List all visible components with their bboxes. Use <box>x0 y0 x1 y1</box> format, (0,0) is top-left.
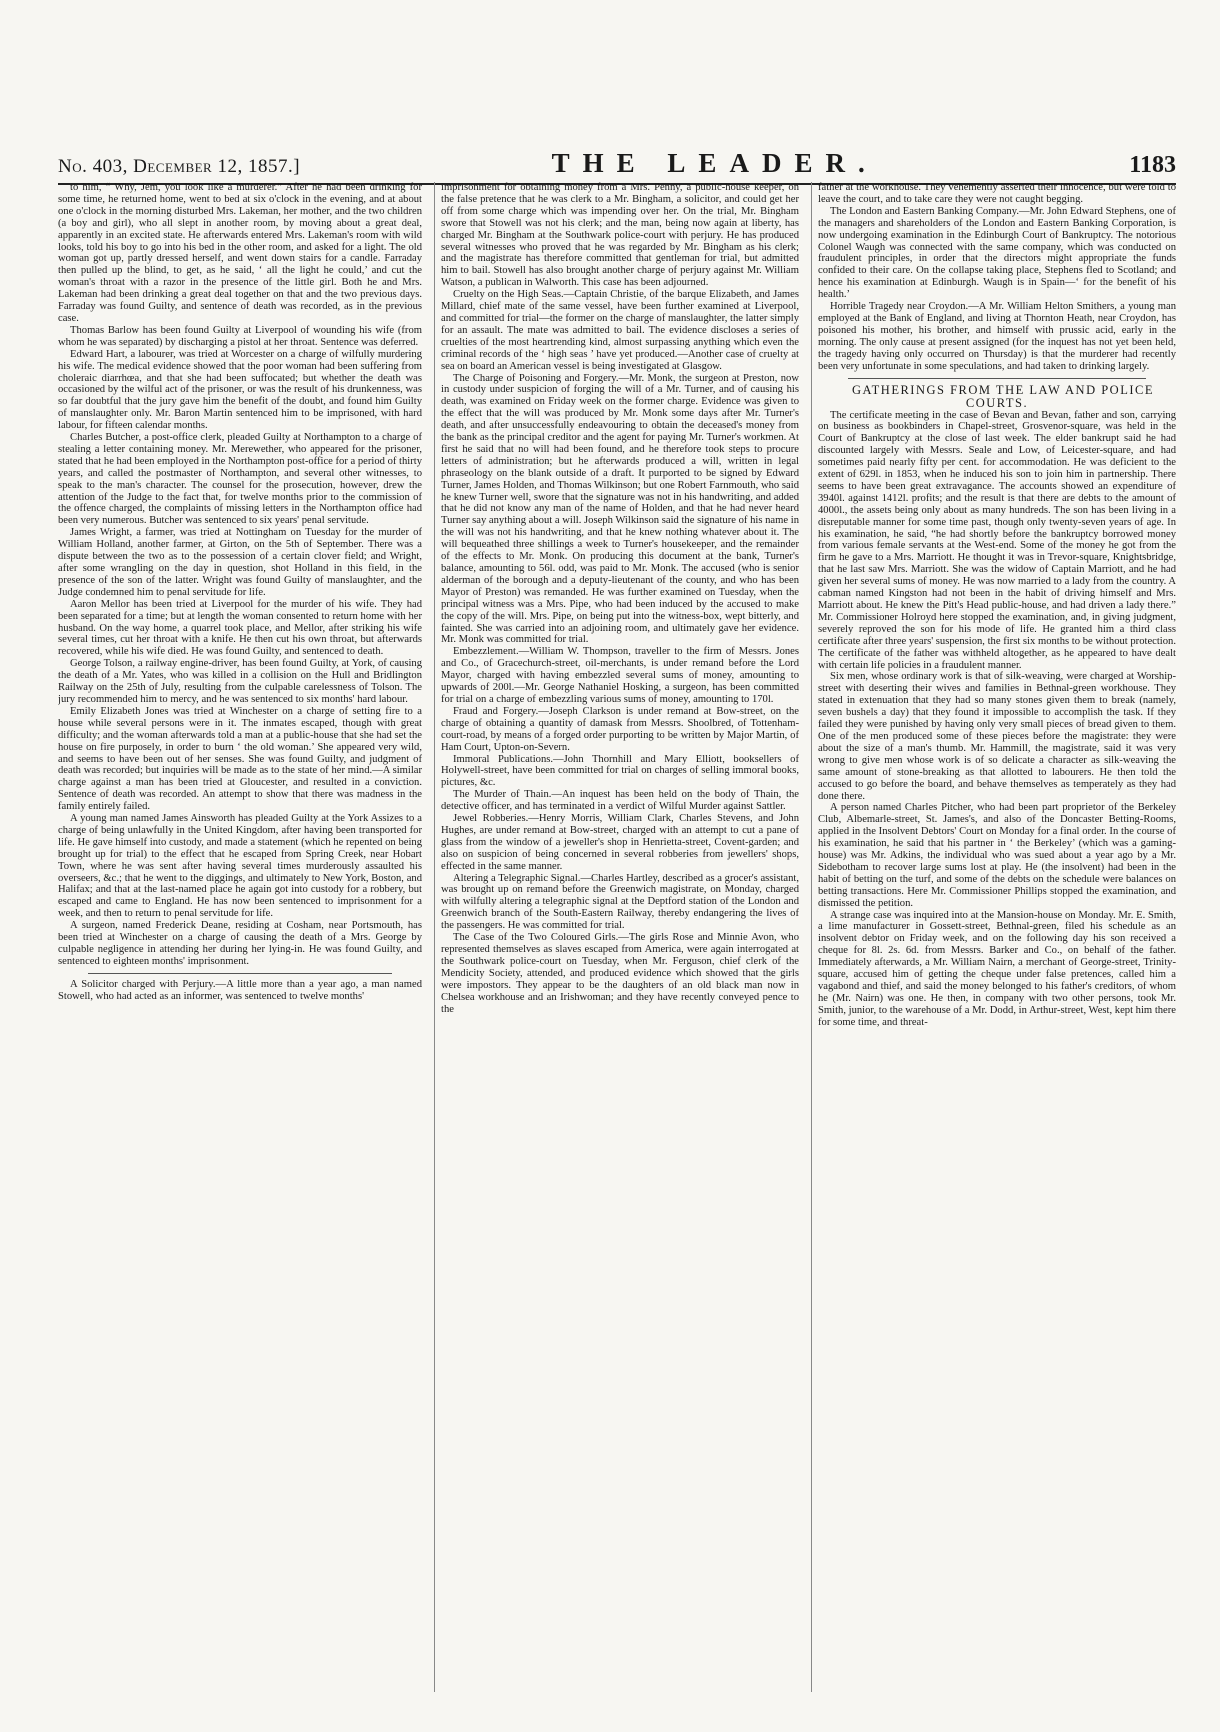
section-divider <box>848 378 1146 379</box>
paragraph: A Solicitor charged with Perjury.—A little more than a year ago, a man named Stowell, who had acted as an informer, was sentenced to twelve months' <box>58 978 422 1002</box>
masthead <box>58 148 1176 185</box>
paragraph: Charles Butcher, a post-office clerk, pleaded Guilty at Northampton to a charge of stealing a letter containing money. Mr. Merewether, who appeared for the prisoner, stated that he had been employed in the Northampton post-office for a period of thirty years, and called the postmaster of Northampton, and several other witnesses, to speak to the man's character. The counsel for the prosecution, however, drew the attention of the Judge to the fact that, for twelve months prior to the commission of the offence charged, the complaints of missing letters in the Northampton office had been very numerous. Butcher was sentenced to six years' penal servitude. <box>58 432 422 527</box>
paragraph: A person named Charles Pitcher, who had been part proprietor of the Berkeley Club, Albemarle-street, St. James's, and also of the Doncaster Betting-Rooms, applied in the Insolvent Debtors' Court on Monday for a final order. In the course of his examination, he said that his partner in ‘ the Berkeley’ (which was a gaming-house) was Mr. Adkins, the individual who was sued about a year ago by a Mr. Sidebotham to recover large sums lost at play. He (the insolvent) had been in the habit of betting on the turf, and some of the debts on the schedule were balances on betting transactions. Here Mr. Commissioner Phillips stopped the examination, and dismissed the petition. <box>818 802 1176 909</box>
section-divider <box>88 973 392 974</box>
section-heading: GATHERINGS FROM THE LAW AND POLICE COURTS. <box>852 382 1154 410</box>
paragraph: The Charge of Poisoning and Forgery.—Mr. Monk, the surgeon at Preston, now in custody under suspicion of forging the will of a Mr. Turner, and of causing his death, was examined on Friday week on the former charge. Evidence was given to the effect that the will was produced by Mr. Monk some days after Mr. Turner's death, and after unsuccessfully endeavouring to obtain the deceased's money from the bank as the principal creditor and the agent for paying Mr. Turner's workmen. At first he said that no will had been found, and he therefore took steps to procure letters of administration; but he afterwards produced a will, written in legal phraseology on the blank outside of a draft. It purported to be signed by Edward Turner, James Holden, and Thomas Wilkinson; but one Robert Farnmouth, who said he knew Turner well, swore that the signature was not in his handwriting, and added that he did not know any man of the name of Holden, and that he had never heard Turner say anything about a will. Joseph Wilkinson said the signature of his name in the will was not his handwriting, and that he knew nothing whatever about it. The will bequeathed three shillings a week to Turner's housekeeper, and the remainder of the effects to Mr. Monk. On producing this document at the bank, Turner's balance, amounting to 56l. odd, was paid to Mr. Monk. The accused (who is senior alderman of the borough and a deputy-lieutenant of the county, and who has been Mayor of Preston) was remanded. He was further examined on Tuesday, when the principal witness was a Mrs. Pipe, who had been induced by the accused to make the copy of the will. Mrs. Pipe, on being put into the witness-box, wept bitterly, and fainted. She was carried into an adjoining room, and ultimately gave her evidence. Mr. Monk was committed for trial. <box>441 372 799 646</box>
paragraph: Jewel Robberies.—Henry Morris, William Clark, Charles Stevens, and John Hughes, are under remand at Bow-street, charged with an attempt to cut a pane of glass from the window of a jeweller's shop in Henrietta-street, Covent-garden; and also on suspicion of being concerned in several robberies from jewellers' shops, effected in the same manner. <box>441 813 799 872</box>
paragraph: Altering a Telegraphic Signal.—Charles Hartley, described as a grocer's assistant, was brought up on remand before the Greenwich magistrate, on Monday, charged with wilfully altering a telegraphic signal at the Deptford station of the London and Greenwich branch of the South-Eastern Railway, thereby endangering the lives of the passengers. He was committed for trial. <box>441 872 799 932</box>
paragraph: A strange case was inquired into at the Mansion-house on Monday. Mr. E. Smith, a lime manufacturer in Gossett-street, Bethnal-green, filed his schedule as an insolvent debtor on Friday week, and on the following day his son received a cheque for 8l. 2s. 6d. from Messrs. Barker and Co., on behalf of the father. Immediately afterwards, a Mr. William Nairn, a merchant of George-street, Trinity-square, accused him of getting the cheque under false pretences, called him a vagabond and thief, and said the money belonged to his father's creditors, of whom he (Mr. Nairn) was one. He then, in company with two other persons, took Mr. Smith, junior, to the warehouse of a Mr. Dodd, in Arthur-street, West, kept him there for some time, and threat- <box>818 909 1176 1028</box>
text-columns <box>58 182 1176 1692</box>
paragraph: imprisonment for obtaining money from a Mrs. Penny, a public-house keeper, on the false pretence that he was clerk to a Mr. Bingham, a solicitor, and could get her off from some charge which was impending over her. On the trial, Mr. Bingham swore that Stowell was not his clerk; and the man, being now again at liberty, has charged Mr. Bingham at the Southwark police-court with perjury. He has produced several witnesses who proved that he was regarded by Mr. Bingham as his clerk; and the magistrate has therefore committed that gentleman for trial, but admitted him to bail. Stowell has also brought another charge of perjury against Mr. William Watson, a publican in Walworth. This case has been adjourned. <box>441 182 799 289</box>
paragraph: A surgeon, named Frederick Deane, residing at Cosham, near Portsmouth, has been tried at Winchester on a charge of causing the death of a Mrs. George by culpable negligence in attending her during her lying-in. He was found Guilty, and sentenced to eighteen months' imprisonment. <box>58 920 422 967</box>
paragraph: Fraud and Forgery.—Joseph Clarkson is under remand at Bow-street, on the charge of obtaining a quantity of damask from Messrs. Shoolbred, of Tottenham-court-road, by means of a forged order purporting to be written by Major Martin, of Ham Court, Upton-on-Severn. <box>441 705 799 753</box>
paragraph: to him, “ Why, Jem, you look like a murderer.” After he had been drinking for some time, he returned home, went to bed at six o'clock in the evening, and at about one o'clock in the morning disturbed Mrs. Lakeman, her mother, and the two children (a boy and girl), who all slept in another room, by moving about a great deal, apparently in an excited state. He afterwards entered Mrs. Lakeman's room with wild looks, told his boy to go into his bed in the other room, and asked for a light. The old woman got up, partly dressed herself, and went down stairs for a candle. Farraday then pulled up the blind, to get, as he said, ‘ all the light he could,’ and cut the woman's throat with a razor in the presence of the little girl. Both he and Mrs. Lakeman had been drinking a great deal together on that and the two previous days. Farraday was found Guilty, and sentence of death was recorded, as in the previous case. <box>58 182 422 324</box>
paragraph: father at the workhouse. They vehemently asserted their innocence, but were told to leave the court, and to take care they were not caught begging. <box>818 182 1176 205</box>
paragraph: James Wright, a farmer, was tried at Nottingham on Tuesday for the murder of William Holland, another farmer, at Girton, on the 5th of September. There was a dispute between the two as to the possession of a certain clover field; and Wright, after some wrangling on the day in question, shot Holland in this field, in the presence of the son of the latter. Wright was found Guilty of manslaughter, and the Judge condemned him to penal servitude for life. <box>58 527 422 598</box>
paragraph: Horrible Tragedy near Croydon.—A Mr. William Helton Smithers, a young man employed at the Bank of England, and living at Thornton Heath, near Croydon, has poisoned his mother, his brother, and himself with prussic acid, early in the morning. The only cause at present assigned (for the inquest has not yet been held, the tragedy having only occurred on Thursday) is that the murderer had recently been very unfortunate in some speculations, and had taken to drinking largely. <box>818 301 1176 372</box>
column-3 <box>811 182 1176 1692</box>
newspaper-title: THE LEADER. <box>551 148 878 178</box>
paragraph: George Tolson, a railway engine-driver, has been found Guilty, at York, of causing the death of a Mr. Yates, who was killed in a collision on the Hull and Bridlington Railway on the 25th of July, resulting from the culpable carelessness of Tolson. The jury recommended him to mercy, and he was sentenced to six months' hard labour. <box>58 658 422 705</box>
paragraph: The certificate meeting in the case of Bevan and Bevan, father and son, carrying on business as bookbinders in Chapel-street, Grosvenor-square, was held in the Court of Bankruptcy at the close of last week. The elder bankrupt said he had discounted largely with Messrs. Seale and Low, of Leicester-square, and had sometimes paid nearly fifty per cent. for accommodation. He was deficient to the extent of 629l. in 1853, when he induced his son to join him in partnership. There seems to have been great extravagance. The accounts showed an expenditure of 3940l. against 1412l. profits; and the result is that there are debts to the amount of 4000l., the assets being only about as many hundreds. The son has been living in a disreputable manner for some time past, though only twenty-seven years of age. In his examination, he said, “he had shortly before the bankruptcy borrowed money from various female servants at the West-end. Some of the money he got from the firm he gave to a Mrs. Marriott. He thought it was in Trevor-square, Knightsbridge, that he last saw Mrs. Marriott. She was the widow of Captain Marriott, and he had given her several sums of money. He was now married to a lady from the country. A cabman named Kingston had not been in the habit of driving himself and Mrs. Marriott about. He knew the Pitt's Head public-house, and had driven a lady there.” Mr. Commissioner Holroyd here stopped the examination, and, in giving judgment, severely reproved the son for his mode of life. He granted him a third class certificate after three years' suspension, the first six months to be without protection. The certificate of the father was withheld altogether, as he appeared to have dealt with certain life policies in a fraudulent manner. <box>818 409 1176 671</box>
column-2 <box>434 182 799 1692</box>
paragraph: A young man named James Ainsworth has pleaded Guilty at the York Assizes to a charge of being unlawfully in the United Kingdom, after having been transported for life. He gave himself into custody, and made a statement (which he repented on being brought up for trial) to the effect that he escaped from Spring Creek, near Hobart Town, where he was sent after having several times murderously assaulted his overseers, &c.; that he went to the diggings, and ultimately to New York, Boston, and Halifax; and that at the last-named place he again got into custody for a robbery, but escaped and came to England. He has now been sentenced to imprisonment for a week, and then to return to penal servitude for life. <box>58 813 422 920</box>
paragraph: The London and Eastern Banking Company.—Mr. John Edward Stephens, one of the managers and shareholders of the London and Eastern Banking Corporation, is now undergoing examination in the Edinburgh Court of Bankruptcy. The notorious Colonel Waugh was connected with the same company, which was conducted on fraudulent principles, in order that the directors might appropriate the funds confided to their care. On the collapse taking place, Stephens fled to Scotland; and hence his examination at Edinburgh. Waugh is in Spain—‘ for the benefit of his health.’ <box>818 205 1176 301</box>
paragraph: Emily Elizabeth Jones was tried at Winchester on a charge of setting fire to a house while several persons were in it. The inmates escaped, though with great difficulty; and the woman afterwards told a man at a public-house that she had set the house on fire purposely, in order to burn ‘ the old woman.’ She appeared very wild, and seems to have been out of her senses. She was found Guilty, and judgment of death was recorded; but inquiries will be made as to the state of her mind.—A similar charge against a man has been tried at Gloucester, and resulted in a conviction. Sentence of death was recorded. An attempt to show that there was madness in the family entirely failed. <box>58 705 422 813</box>
paragraph: Aaron Mellor has been tried at Liverpool for the murder of his wife. They had been separated for a time; but at length the woman consented to return home with her husband. On the way home, a quarrel took place, and Mellor, after striking his wife several times, cut her throat with a knife. He then cut his own throat, but afterwards recovered, while his wife died. He was found Guilty, and sentenced to death. <box>58 598 422 658</box>
paragraph: The Case of the Two Coloured Girls.—The girls Rose and Minnie Avon, who represented themselves as slaves escaped from America, were again interrogated at the Southwark police-court on Tuesday, when Mr. Ferguson, chief clerk of the Mendicity Society, attended, and produced evidence which showed that the girls were impostors. They appear to be the daughters of an old black man now in Chelsea workhouse and an Irishwoman; and they have recently conveyed pence to the <box>441 932 799 1015</box>
paragraph: Six men, whose ordinary work is that of silk-weaving, were charged at Worship-street with deserting their wives and families in Bethnal-green workhouse. They stated in extenuation that they had so many stones given them to break (namely, seven bushels a day) that they found it impossible to accomplish the task. If they failed they were punished by having only very small pieces of bread given to them. One of the men produced some of these pieces before the magistrate: they were about the size of a man's thumb. Mr. Hammill, the magistrate, said it was very wrong to give men whose work is of so delicate a character as silk-weaving the same amount of stone-breaking as that allotted to labourers. He then told the accused to go before the board, and behave themselves as temperately as they had done there. <box>818 671 1176 802</box>
paragraph: Embezzlement.—William W. Thompson, traveller to the firm of Messrs. Jones and Co., of Gracechurch-street, oil-merchants, is under remand before the Lord Mayor, charged with having embezzled several sums of money, amounting to upwards of 200l.—Mr. George Nathaniel Hosking, a surgeon, has been committed for trial on a charge of embezzling various sums of money, amounting to 170l. <box>441 646 799 705</box>
paragraph: Thomas Barlow has been found Guilty at Liverpool of wounding his wife (from whom he was separated) by discharging a pistol at her throat. Sentence was deferred. <box>58 324 422 348</box>
paragraph: Cruelty on the High Seas.—Captain Christie, of the barque Elizabeth, and James Millard, chief mate of the same vessel, have been further examined at Liverpool, and committed for trial—the former on the charge of manslaughter, the latter simply for an assault. The mate was admitted to bail. The evidence discloses a series of cruelties of the most heartrending kind, almost surpassing anything which even the criminal records of the ‘ high seas ’ have yet produced.—Another case of cruelty at sea on board an American vessel is being investigated at Glasgow. <box>441 289 799 372</box>
paragraph: Immoral Publications.—John Thornhill and Mary Elliott, booksellers of Holywell-street, have been committed for trial on charges of selling immoral books, pictures, &c. <box>441 753 799 789</box>
issue-line: No. 403, December 12, 1857.] <box>58 156 301 177</box>
paragraph: Edward Hart, a labourer, was tried at Worcester on a charge of wilfully murdering his wife. The medical evidence showed that the poor woman had been suffering from choleraic diarrhœa, and that she had been suffocated; but whether the death was occasioned by the wilful act of the prisoner, or was the result of his drunkenness, was so far doubtful that the jury gave him the benefit of the doubt, and found him Guilty of manslaughter only. Mr. Baron Martin sentenced him to be imprisoned, with hard labour, for fifteen calendar months. <box>58 348 422 432</box>
paragraph: The Murder of Thain.—An inquest has been held on the body of Thain, the detective officer, and has terminated in a verdict of Wilful Murder against Sattler. <box>441 789 799 813</box>
page-number: 1183 <box>1129 152 1176 178</box>
column-1 <box>58 182 422 1692</box>
